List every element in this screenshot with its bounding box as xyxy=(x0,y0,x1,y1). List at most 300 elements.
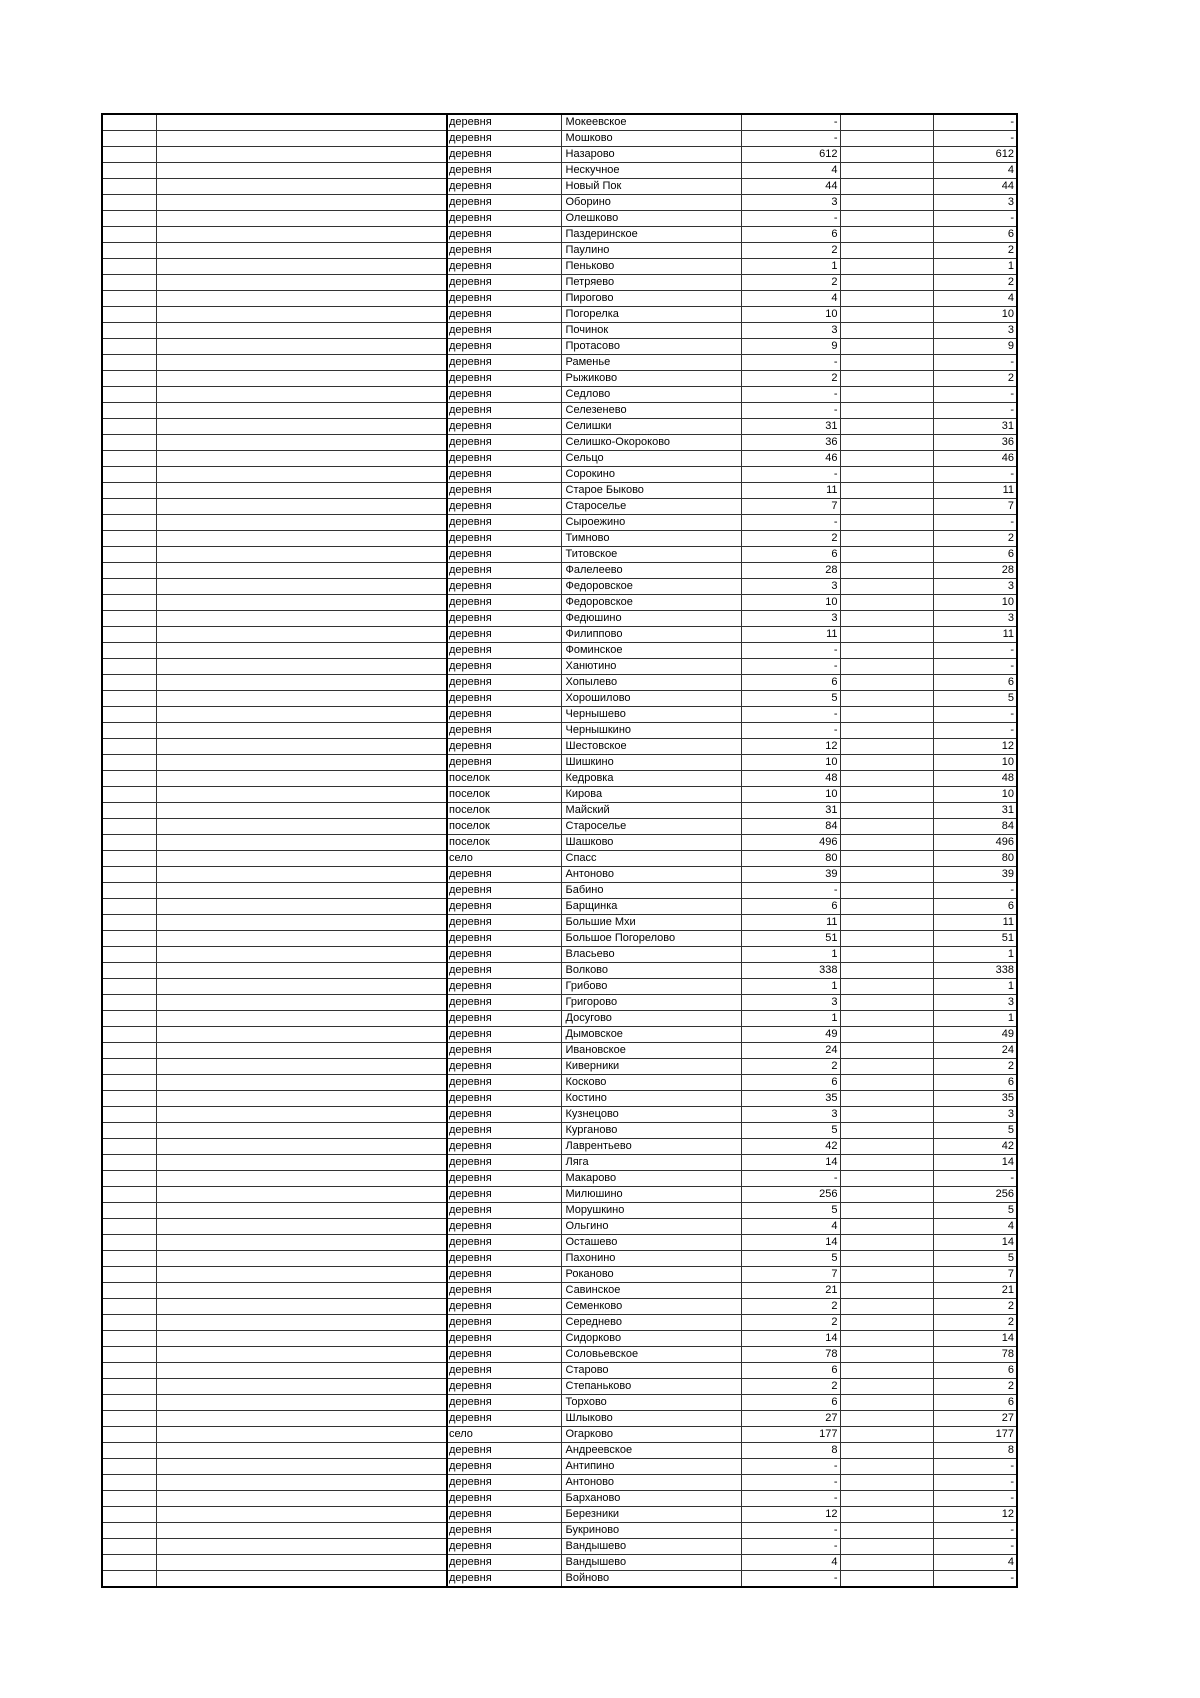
value-cell: 3 xyxy=(741,579,840,595)
value-cell xyxy=(840,1555,933,1571)
table-row xyxy=(102,355,1017,371)
settlement-name-cell: Пахонино xyxy=(561,1251,741,1267)
settlement-name-cell: Соловьевское xyxy=(561,1347,741,1363)
empty-cell xyxy=(156,1363,447,1379)
value-cell xyxy=(840,1059,933,1075)
settlement-type-cell: деревня xyxy=(447,1491,561,1507)
table-body xyxy=(102,114,1017,1587)
value-cell: 2 xyxy=(741,1299,840,1315)
table-row xyxy=(102,1235,1017,1251)
value-cell: 31 xyxy=(933,419,1017,435)
value-cell: 1 xyxy=(933,259,1017,275)
value-cell xyxy=(840,339,933,355)
table-row xyxy=(102,755,1017,771)
value-cell xyxy=(840,1235,933,1251)
table-row xyxy=(102,1475,1017,1491)
empty-cell xyxy=(156,595,447,611)
table-row xyxy=(102,371,1017,387)
table-row xyxy=(102,1251,1017,1267)
empty-cell xyxy=(102,803,156,819)
empty-cell xyxy=(102,835,156,851)
empty-cell xyxy=(102,307,156,323)
value-cell xyxy=(840,131,933,147)
settlement-name-cell: Паздеринское xyxy=(561,227,741,243)
settlement-name-cell: Середнево xyxy=(561,1315,741,1331)
value-cell: 6 xyxy=(933,899,1017,915)
value-cell: 10 xyxy=(741,307,840,323)
empty-cell xyxy=(156,227,447,243)
table-row xyxy=(102,1315,1017,1331)
value-cell: 48 xyxy=(741,771,840,787)
value-cell: - xyxy=(741,1523,840,1539)
table-row xyxy=(102,1571,1017,1588)
value-cell: 14 xyxy=(933,1331,1017,1347)
settlement-type-cell: деревня xyxy=(447,227,561,243)
value-cell: 14 xyxy=(933,1155,1017,1171)
value-cell: 12 xyxy=(933,739,1017,755)
empty-cell xyxy=(156,435,447,451)
value-cell xyxy=(840,803,933,819)
settlement-name-cell: Погорелка xyxy=(561,307,741,323)
settlement-type-cell: деревня xyxy=(447,867,561,883)
table-row xyxy=(102,227,1017,243)
empty-cell xyxy=(156,243,447,259)
settlement-type-cell: село xyxy=(447,851,561,867)
value-cell xyxy=(840,611,933,627)
value-cell xyxy=(840,995,933,1011)
settlement-name-cell: Паулино xyxy=(561,243,741,259)
value-cell xyxy=(840,1251,933,1267)
table-row xyxy=(102,1027,1017,1043)
value-cell: - xyxy=(933,883,1017,899)
value-cell xyxy=(840,675,933,691)
value-cell xyxy=(840,1427,933,1443)
value-cell: 78 xyxy=(933,1347,1017,1363)
value-cell: 14 xyxy=(933,1235,1017,1251)
value-cell: 80 xyxy=(741,851,840,867)
empty-cell xyxy=(156,819,447,835)
value-cell xyxy=(840,531,933,547)
settlement-name-cell: Староселье xyxy=(561,499,741,515)
value-cell xyxy=(840,1155,933,1171)
value-cell: 84 xyxy=(741,819,840,835)
empty-cell xyxy=(102,1011,156,1027)
value-cell: 2 xyxy=(933,1299,1017,1315)
settlement-type-cell: деревня xyxy=(447,595,561,611)
value-cell: 1 xyxy=(933,979,1017,995)
empty-cell xyxy=(156,1123,447,1139)
value-cell: 3 xyxy=(933,1107,1017,1123)
value-cell: 11 xyxy=(933,483,1017,499)
value-cell: 1 xyxy=(741,979,840,995)
value-cell xyxy=(840,419,933,435)
table-row xyxy=(102,275,1017,291)
value-cell: 3 xyxy=(933,579,1017,595)
empty-cell xyxy=(156,659,447,675)
table-row xyxy=(102,131,1017,147)
value-cell: 48 xyxy=(933,771,1017,787)
empty-cell xyxy=(156,771,447,787)
value-cell xyxy=(840,1363,933,1379)
value-cell: 7 xyxy=(933,499,1017,515)
value-cell: 10 xyxy=(741,755,840,771)
value-cell xyxy=(840,1539,933,1555)
settlement-type-cell: деревня xyxy=(447,211,561,227)
value-cell xyxy=(840,1219,933,1235)
settlement-name-cell: Федоровское xyxy=(561,579,741,595)
settlement-type-cell: деревня xyxy=(447,739,561,755)
table-row xyxy=(102,195,1017,211)
empty-cell xyxy=(102,819,156,835)
table-row xyxy=(102,531,1017,547)
settlement-name-cell: Ханютино xyxy=(561,659,741,675)
value-cell xyxy=(840,643,933,659)
empty-cell xyxy=(102,243,156,259)
settlement-name-cell: Шишкино xyxy=(561,755,741,771)
settlement-type-cell: деревня xyxy=(447,1379,561,1395)
table-row xyxy=(102,1379,1017,1395)
empty-cell xyxy=(102,787,156,803)
value-cell xyxy=(840,979,933,995)
value-cell xyxy=(840,867,933,883)
empty-cell xyxy=(156,114,447,131)
value-cell xyxy=(840,483,933,499)
empty-cell xyxy=(102,771,156,787)
value-cell xyxy=(840,1267,933,1283)
table-row xyxy=(102,835,1017,851)
empty-cell xyxy=(156,259,447,275)
value-cell: 2 xyxy=(933,243,1017,259)
settlement-type-cell: деревня xyxy=(447,723,561,739)
settlement-name-cell: Сыроежино xyxy=(561,515,741,531)
table-row xyxy=(102,1075,1017,1091)
empty-cell xyxy=(156,355,447,371)
value-cell xyxy=(840,691,933,707)
value-cell: - xyxy=(741,403,840,419)
table-row xyxy=(102,1043,1017,1059)
empty-cell xyxy=(102,227,156,243)
settlement-type-cell: деревня xyxy=(447,947,561,963)
empty-cell xyxy=(102,371,156,387)
value-cell xyxy=(840,1027,933,1043)
value-cell: 39 xyxy=(933,867,1017,883)
empty-cell xyxy=(102,707,156,723)
settlement-type-cell: поселок xyxy=(447,803,561,819)
empty-cell xyxy=(156,851,447,867)
table-row xyxy=(102,1059,1017,1075)
empty-cell xyxy=(102,1107,156,1123)
empty-cell xyxy=(156,579,447,595)
empty-cell xyxy=(102,1155,156,1171)
value-cell: - xyxy=(933,387,1017,403)
settlement-type-cell: деревня xyxy=(447,611,561,627)
settlement-name-cell: Старое Быково xyxy=(561,483,741,499)
settlement-type-cell: деревня xyxy=(447,1443,561,1459)
value-cell: 36 xyxy=(933,435,1017,451)
value-cell: 3 xyxy=(933,195,1017,211)
value-cell xyxy=(840,179,933,195)
table-row xyxy=(102,1395,1017,1411)
table-row xyxy=(102,1427,1017,1443)
value-cell: 24 xyxy=(741,1043,840,1059)
settlement-name-cell: Чернышкино xyxy=(561,723,741,739)
value-cell: 49 xyxy=(933,1027,1017,1043)
value-cell: 42 xyxy=(933,1139,1017,1155)
empty-cell xyxy=(156,1315,447,1331)
value-cell xyxy=(840,195,933,211)
empty-cell xyxy=(156,403,447,419)
settlement-type-cell: деревня xyxy=(447,291,561,307)
empty-cell xyxy=(102,899,156,915)
value-cell xyxy=(840,723,933,739)
value-cell xyxy=(840,915,933,931)
value-cell: 11 xyxy=(933,627,1017,643)
empty-cell xyxy=(156,1539,447,1555)
value-cell xyxy=(840,1315,933,1331)
settlement-type-cell: деревня xyxy=(447,451,561,467)
settlement-name-cell: Досугово xyxy=(561,1011,741,1027)
table-row xyxy=(102,515,1017,531)
settlement-type-cell: деревня xyxy=(447,579,561,595)
settlement-name-cell: Титовское xyxy=(561,547,741,563)
value-cell: 3 xyxy=(933,611,1017,627)
settlement-type-cell: деревня xyxy=(447,1139,561,1155)
empty-cell xyxy=(102,1539,156,1555)
table-row xyxy=(102,243,1017,259)
value-cell: 5 xyxy=(933,1251,1017,1267)
table-row xyxy=(102,419,1017,435)
settlement-name-cell: Федюшино xyxy=(561,611,741,627)
empty-cell xyxy=(156,1155,447,1171)
empty-cell xyxy=(156,1091,447,1107)
settlement-type-cell: деревня xyxy=(447,643,561,659)
value-cell: 496 xyxy=(741,835,840,851)
value-cell xyxy=(840,659,933,675)
settlement-type-cell: деревня xyxy=(447,1539,561,1555)
value-cell: 6 xyxy=(741,1395,840,1411)
table-row xyxy=(102,467,1017,483)
empty-cell xyxy=(102,483,156,499)
value-cell: 11 xyxy=(741,627,840,643)
value-cell: 10 xyxy=(933,595,1017,611)
settlement-type-cell: деревня xyxy=(447,1107,561,1123)
empty-cell xyxy=(156,515,447,531)
settlement-type-cell: деревня xyxy=(447,1395,561,1411)
settlement-type-cell: поселок xyxy=(447,835,561,851)
empty-cell xyxy=(156,611,447,627)
value-cell xyxy=(840,931,933,947)
value-cell: 8 xyxy=(741,1443,840,1459)
value-cell: 7 xyxy=(741,499,840,515)
table-row xyxy=(102,1267,1017,1283)
settlement-type-cell: деревня xyxy=(447,915,561,931)
table-row xyxy=(102,1555,1017,1571)
empty-cell xyxy=(102,1267,156,1283)
empty-cell xyxy=(102,195,156,211)
value-cell: 31 xyxy=(741,419,840,435)
settlement-type-cell: деревня xyxy=(447,179,561,195)
empty-cell xyxy=(102,1283,156,1299)
empty-cell xyxy=(102,323,156,339)
value-cell xyxy=(840,1043,933,1059)
empty-cell xyxy=(156,307,447,323)
settlement-name-cell: Милюшино xyxy=(561,1187,741,1203)
table-row xyxy=(102,323,1017,339)
value-cell: - xyxy=(933,1539,1017,1555)
value-cell xyxy=(840,787,933,803)
value-cell: 6 xyxy=(741,547,840,563)
value-cell: - xyxy=(741,1571,840,1588)
value-cell xyxy=(840,227,933,243)
value-cell xyxy=(840,595,933,611)
empty-cell xyxy=(156,147,447,163)
empty-cell xyxy=(156,563,447,579)
empty-cell xyxy=(102,275,156,291)
value-cell xyxy=(840,467,933,483)
empty-cell xyxy=(156,1299,447,1315)
settlement-name-cell: Назарово xyxy=(561,147,741,163)
value-cell xyxy=(840,163,933,179)
value-cell: 21 xyxy=(933,1283,1017,1299)
settlement-name-cell: Ляга xyxy=(561,1155,741,1171)
value-cell: 44 xyxy=(933,179,1017,195)
value-cell: - xyxy=(933,643,1017,659)
value-cell: - xyxy=(741,515,840,531)
value-cell: 9 xyxy=(741,339,840,355)
empty-cell xyxy=(102,1123,156,1139)
value-cell: - xyxy=(741,211,840,227)
table-row xyxy=(102,819,1017,835)
value-cell: - xyxy=(741,114,840,131)
settlement-type-cell: деревня xyxy=(447,1331,561,1347)
value-cell: 14 xyxy=(741,1155,840,1171)
value-cell xyxy=(840,1459,933,1475)
settlement-type-cell: деревня xyxy=(447,355,561,371)
table-row xyxy=(102,211,1017,227)
empty-cell xyxy=(156,195,447,211)
value-cell xyxy=(840,1443,933,1459)
settlement-name-cell: Кирова xyxy=(561,787,741,803)
empty-cell xyxy=(102,403,156,419)
value-cell: 5 xyxy=(741,1203,840,1219)
value-cell: 4 xyxy=(741,1555,840,1571)
settlement-name-cell: Курганово xyxy=(561,1123,741,1139)
settlement-type-cell: деревня xyxy=(447,531,561,547)
empty-cell xyxy=(102,931,156,947)
empty-cell xyxy=(156,163,447,179)
table-row xyxy=(102,435,1017,451)
settlement-type-cell: деревня xyxy=(447,883,561,899)
settlement-name-cell: Ивановское xyxy=(561,1043,741,1059)
value-cell: 10 xyxy=(741,595,840,611)
value-cell xyxy=(840,1523,933,1539)
empty-cell xyxy=(156,387,447,403)
settlement-name-cell: Шестовское xyxy=(561,739,741,755)
value-cell: 36 xyxy=(741,435,840,451)
empty-cell xyxy=(102,1299,156,1315)
settlement-name-cell: Большое Погорелово xyxy=(561,931,741,947)
settlement-name-cell: Дымовское xyxy=(561,1027,741,1043)
value-cell: 35 xyxy=(741,1091,840,1107)
value-cell: 10 xyxy=(741,787,840,803)
settlement-name-cell: Шашково xyxy=(561,835,741,851)
empty-cell xyxy=(102,1043,156,1059)
settlement-name-cell: Вандышево xyxy=(561,1555,741,1571)
settlement-type-cell: деревня xyxy=(447,1347,561,1363)
empty-cell xyxy=(156,1283,447,1299)
value-cell: - xyxy=(933,707,1017,723)
value-cell: 3 xyxy=(933,995,1017,1011)
empty-cell xyxy=(156,499,447,515)
empty-cell xyxy=(156,1443,447,1459)
value-cell: - xyxy=(741,707,840,723)
table-row xyxy=(102,483,1017,499)
value-cell: 51 xyxy=(933,931,1017,947)
empty-cell xyxy=(156,979,447,995)
table-row xyxy=(102,1155,1017,1171)
table-row xyxy=(102,643,1017,659)
value-cell xyxy=(840,307,933,323)
value-cell: 3 xyxy=(741,1107,840,1123)
empty-cell xyxy=(156,323,447,339)
value-cell xyxy=(840,403,933,419)
value-cell: 2 xyxy=(741,243,840,259)
empty-cell xyxy=(156,1331,447,1347)
empty-cell xyxy=(102,915,156,931)
empty-cell xyxy=(156,1075,447,1091)
value-cell: 5 xyxy=(933,691,1017,707)
value-cell: 42 xyxy=(741,1139,840,1155)
value-cell: 3 xyxy=(933,323,1017,339)
table-row xyxy=(102,1491,1017,1507)
settlement-name-cell: Степаньково xyxy=(561,1379,741,1395)
table-row xyxy=(102,595,1017,611)
table-row xyxy=(102,787,1017,803)
empty-cell xyxy=(102,1091,156,1107)
value-cell: 49 xyxy=(741,1027,840,1043)
empty-cell xyxy=(102,563,156,579)
value-cell xyxy=(840,1283,933,1299)
value-cell: - xyxy=(933,515,1017,531)
value-cell xyxy=(840,899,933,915)
table-row xyxy=(102,547,1017,563)
settlement-name-cell: Староселье xyxy=(561,819,741,835)
value-cell xyxy=(840,243,933,259)
table-row xyxy=(102,739,1017,755)
settlement-name-cell: Селишки xyxy=(561,419,741,435)
value-cell xyxy=(840,1571,933,1588)
empty-cell xyxy=(156,1139,447,1155)
table-row xyxy=(102,899,1017,915)
empty-cell xyxy=(156,1507,447,1523)
table-row xyxy=(102,627,1017,643)
table-row xyxy=(102,883,1017,899)
value-cell: - xyxy=(741,1475,840,1491)
value-cell: - xyxy=(741,467,840,483)
value-cell: - xyxy=(933,1475,1017,1491)
settlement-name-cell: Макарово xyxy=(561,1171,741,1187)
settlement-type-cell: деревня xyxy=(447,243,561,259)
settlement-name-cell: Петряево xyxy=(561,275,741,291)
value-cell: 7 xyxy=(933,1267,1017,1283)
value-cell: 6 xyxy=(741,227,840,243)
empty-cell xyxy=(102,1251,156,1267)
settlement-type-cell: деревня xyxy=(447,563,561,579)
value-cell: 1 xyxy=(741,259,840,275)
value-cell: 31 xyxy=(741,803,840,819)
value-cell: - xyxy=(933,1171,1017,1187)
value-cell: 80 xyxy=(933,851,1017,867)
